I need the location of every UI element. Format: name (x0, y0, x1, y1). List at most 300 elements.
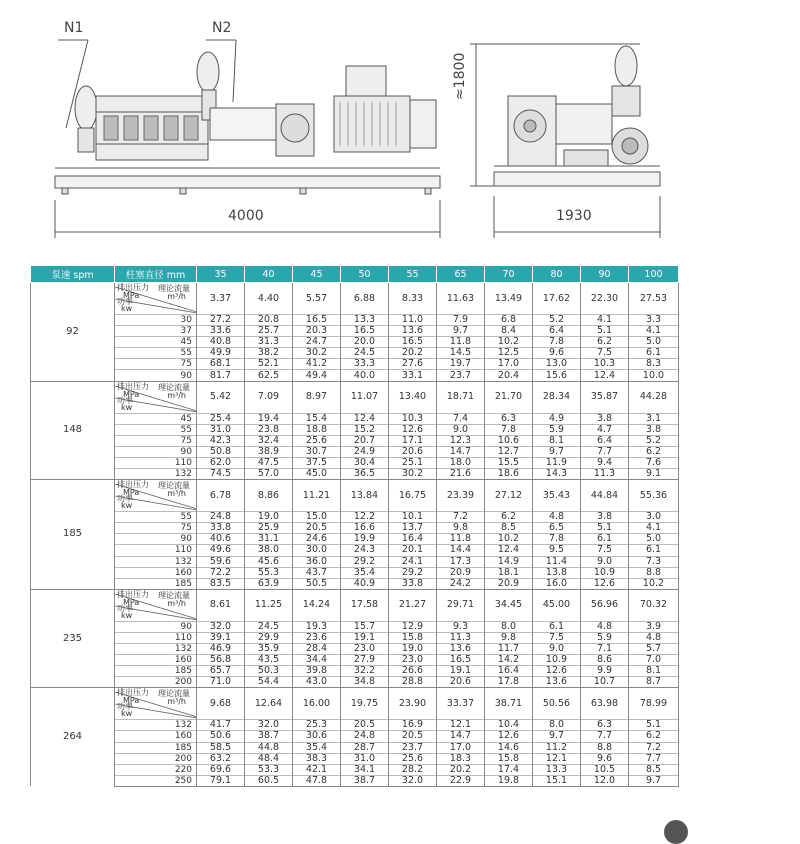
pressure-cell: 9.1 (629, 469, 679, 480)
pressure-cell: 17.0 (485, 359, 533, 370)
pressure-cell: 4.1 (629, 326, 679, 337)
pressure-cell: 12.4 (341, 413, 389, 424)
flow-cell: 6.88 (341, 283, 389, 315)
pressure-cell: 20.2 (437, 764, 485, 775)
pressure-cell: 24.5 (245, 621, 293, 632)
pressure-cell: 19.3 (293, 621, 341, 632)
pressure-cell: 23.0 (389, 655, 437, 666)
flow-cell: 3.37 (197, 283, 245, 315)
header-d-100: 100 (629, 266, 679, 283)
spm-cell: 235 (31, 589, 115, 688)
pressure-label: 排出压力 (117, 688, 149, 698)
pressure-cell: 32.0 (389, 775, 437, 786)
table-row (31, 413, 679, 424)
n2-label: N2 (212, 20, 232, 36)
axis-label-cell (115, 283, 197, 315)
table-row (31, 435, 679, 446)
pressure-cell: 7.7 (581, 446, 629, 457)
n2-leader-arrow (233, 40, 236, 102)
flow-cell: 27.12 (485, 480, 533, 512)
power-cell: 200 (115, 753, 197, 764)
pressure-cell: 58.5 (197, 742, 245, 753)
power-cell: 45 (115, 337, 197, 348)
pressure-cell: 62.0 (197, 457, 245, 468)
pressure-cell: 38.3 (293, 753, 341, 764)
pressure-unit: MPa (123, 597, 140, 607)
flow-label: 理论流量 (158, 590, 190, 600)
pressure-cell: 8.6 (581, 655, 629, 666)
pressure-cell: 13.3 (533, 764, 581, 775)
pressure-cell: 31.3 (245, 337, 293, 348)
power-cell: 200 (115, 677, 197, 688)
base-skid (55, 176, 440, 188)
pressure-cell: 6.1 (629, 348, 679, 359)
pressure-cell: 28.7 (341, 742, 389, 753)
pressure-cell: 49.6 (197, 545, 245, 556)
flow-cell: 45.00 (533, 589, 581, 621)
pressure-cell: 7.5 (581, 348, 629, 359)
power-cell: 110 (115, 545, 197, 556)
pressure-cell: 5.0 (629, 534, 679, 545)
power-unit: kw (121, 610, 133, 620)
pressure-cell: 40.0 (341, 370, 389, 381)
pressure-cell: 20.8 (245, 315, 293, 326)
header-d-55: 55 (389, 266, 437, 283)
pressure-cell: 13.3 (341, 315, 389, 326)
flow-cell: 33.37 (437, 688, 485, 720)
pressure-cell: 7.6 (629, 457, 679, 468)
pressure-cell: 13.6 (389, 326, 437, 337)
power-cell: 30 (115, 315, 197, 326)
flow-cell: 8.97 (293, 381, 341, 413)
pressure-cell: 6.2 (485, 512, 533, 523)
pressure-cell: 33.1 (389, 370, 437, 381)
flow-cell: 7.09 (245, 381, 293, 413)
pressure-cell: 7.8 (533, 337, 581, 348)
pressure-cell: 22.9 (437, 775, 485, 786)
power-cell: 55 (115, 512, 197, 523)
pressure-cell: 15.6 (533, 370, 581, 381)
pressure-cell: 79.1 (197, 775, 245, 786)
pressure-cell: 24.9 (341, 446, 389, 457)
pressure-cell: 53.3 (245, 764, 293, 775)
table-row (31, 315, 679, 326)
pressure-cell: 16.4 (389, 534, 437, 545)
flow-cell: 8.86 (245, 480, 293, 512)
pressure-cell: 19.0 (389, 643, 437, 654)
flow-cell: 8.61 (197, 589, 245, 621)
pump-spec-table (30, 265, 679, 787)
pressure-cell: 35.4 (293, 742, 341, 753)
pressure-cell: 14.6 (485, 742, 533, 753)
pressure-cell: 18.3 (437, 753, 485, 764)
pressure-cell: 24.1 (389, 556, 437, 567)
flow-cell: 11.63 (437, 283, 485, 315)
power-label: 功率 (117, 297, 133, 306)
pressure-cell: 41.2 (293, 359, 341, 370)
pressure-cell: 63.2 (197, 753, 245, 764)
table-row (31, 348, 679, 359)
pressure-cell: 44.8 (245, 742, 293, 753)
flow-cell: 8.33 (389, 283, 437, 315)
pressure-cell: 32.4 (245, 435, 293, 446)
pressure-cell: 19.1 (341, 632, 389, 643)
power-cell: 160 (115, 731, 197, 742)
pressure-cell: 32.0 (197, 621, 245, 632)
pressure-cell: 11.9 (533, 457, 581, 468)
pressure-cell: 19.4 (245, 413, 293, 424)
table-row (31, 337, 679, 348)
power-cell: 132 (115, 643, 197, 654)
pressure-cell: 16.5 (341, 326, 389, 337)
pressure-cell: 11.4 (533, 556, 581, 567)
pressure-cell: 26.6 (389, 666, 437, 677)
pressure-cell: 9.0 (437, 424, 485, 435)
pressure-cell: 15.7 (341, 621, 389, 632)
flow-unit: m³/h (167, 697, 186, 707)
flow-row (31, 480, 679, 512)
pressure-cell: 8.8 (581, 742, 629, 753)
pump-assembly-drawing (0, 0, 800, 250)
pressure-cell: 20.7 (341, 435, 389, 446)
flow-cell: 19.75 (341, 688, 389, 720)
pressure-cell: 23.0 (341, 643, 389, 654)
pressure-cell: 7.8 (533, 534, 581, 545)
pressure-cell: 3.8 (581, 413, 629, 424)
pressure-cell: 20.9 (485, 578, 533, 589)
pressure-cell: 32.0 (245, 720, 293, 731)
pressure-cell: 32.2 (341, 666, 389, 677)
pressure-cell: 56.8 (197, 655, 245, 666)
pressure-cell: 25.4 (197, 413, 245, 424)
power-cell: 160 (115, 567, 197, 578)
pressure-cell: 59.6 (197, 556, 245, 567)
axis-label-cell (115, 589, 197, 621)
pressure-cell: 20.5 (293, 523, 341, 534)
table-row (31, 753, 679, 764)
table-row (31, 632, 679, 643)
pressure-cell: 5.2 (629, 435, 679, 446)
flow-cell: 55.36 (629, 480, 679, 512)
dampener-end-view (615, 46, 637, 86)
table-row (31, 326, 679, 337)
table-row (31, 457, 679, 468)
corner-badge (664, 820, 688, 844)
pressure-cell: 18.6 (485, 469, 533, 480)
pressure-cell: 6.4 (581, 435, 629, 446)
pressure-cell: 17.3 (437, 556, 485, 567)
pressure-cell: 7.1 (581, 643, 629, 654)
spm-cell: 185 (31, 480, 115, 590)
pressure-cell: 7.4 (437, 413, 485, 424)
pressure-cell: 11.2 (533, 742, 581, 753)
pressure-cell: 20.5 (341, 720, 389, 731)
pressure-cell: 10.5 (581, 764, 629, 775)
pressure-cell: 38.7 (341, 775, 389, 786)
flow-cell: 5.42 (197, 381, 245, 413)
flow-cell: 35.43 (533, 480, 581, 512)
table-row (31, 655, 679, 666)
pressure-cell: 30.2 (293, 348, 341, 359)
pressure-cell: 40.8 (197, 337, 245, 348)
pressure-cell: 9.7 (533, 446, 581, 457)
pressure-unit: MPa (123, 696, 140, 706)
flow-cell: 11.21 (293, 480, 341, 512)
header-d-45: 45 (293, 266, 341, 283)
pressure-cell: 17.1 (389, 435, 437, 446)
pressure-cell: 19.8 (485, 775, 533, 786)
pressure-cell: 39.8 (293, 666, 341, 677)
pressure-cell: 12.6 (581, 578, 629, 589)
pressure-cell: 10.1 (389, 512, 437, 523)
header-spm: 泵速 spm (31, 266, 115, 283)
flow-cell: 23.39 (437, 480, 485, 512)
flow-cell: 44.28 (629, 381, 679, 413)
power-label: 功率 (117, 603, 133, 613)
power-cell: 75 (115, 359, 197, 370)
pressure-cell: 20.4 (485, 370, 533, 381)
pressure-cell: 20.0 (341, 337, 389, 348)
pressure-cell: 4.8 (629, 632, 679, 643)
pressure-cell: 25.6 (389, 753, 437, 764)
base-skid-end (494, 172, 660, 186)
pressure-cell: 3.3 (629, 315, 679, 326)
flow-cell: 6.78 (197, 480, 245, 512)
flow-cell: 34.45 (485, 589, 533, 621)
table-row (31, 578, 679, 589)
table-row (31, 534, 679, 545)
header-d-80: 80 (533, 266, 581, 283)
power-cell: 75 (115, 523, 197, 534)
pressure-cell: 4.8 (581, 621, 629, 632)
pressure-label: 排出压力 (117, 381, 149, 391)
pressure-cell: 9.7 (629, 775, 679, 786)
pressure-unit: MPa (123, 291, 140, 300)
pressure-cell: 7.9 (437, 315, 485, 326)
pressure-cell: 49.4 (293, 370, 341, 381)
pressure-cell: 11.8 (437, 337, 485, 348)
flow-cell: 78.99 (629, 688, 679, 720)
pressure-cell: 12.9 (389, 621, 437, 632)
pressure-cell: 23.8 (245, 424, 293, 435)
pressure-cell: 31.0 (197, 424, 245, 435)
pressure-cell: 10.2 (629, 578, 679, 589)
power-cell: 90 (115, 534, 197, 545)
pressure-cell: 10.2 (485, 337, 533, 348)
pressure-cell: 43.5 (245, 655, 293, 666)
flow-unit: m³/h (167, 390, 186, 400)
pressure-cell: 17.0 (437, 742, 485, 753)
pressure-cell: 74.5 (197, 469, 245, 480)
flow-cell: 9.68 (197, 688, 245, 720)
pressure-cell: 15.8 (389, 632, 437, 643)
table-row (31, 523, 679, 534)
pressure-cell: 5.9 (581, 632, 629, 643)
table-header-row (31, 266, 679, 283)
power-cell: 185 (115, 666, 197, 677)
pressure-cell: 5.7 (629, 643, 679, 654)
table-row (31, 545, 679, 556)
pressure-cell: 48.4 (245, 753, 293, 764)
flow-cell: 13.49 (485, 283, 533, 315)
pressure-cell: 9.9 (581, 666, 629, 677)
pressure-cell: 19.0 (245, 512, 293, 523)
pressure-cell: 68.1 (197, 359, 245, 370)
power-cell: 250 (115, 775, 197, 786)
power-cell: 90 (115, 370, 197, 381)
pressure-cell: 43.0 (293, 677, 341, 688)
pressure-cell: 62.5 (245, 370, 293, 381)
spm-cell: 148 (31, 381, 115, 480)
pressure-cell: 8.7 (629, 677, 679, 688)
table-row (31, 720, 679, 731)
pressure-cell: 10.2 (485, 534, 533, 545)
table-row (31, 677, 679, 688)
pressure-cell: 30.6 (293, 731, 341, 742)
pressure-label: 排出压力 (117, 480, 149, 490)
pressure-cell: 7.5 (533, 632, 581, 643)
pressure-cell: 25.7 (245, 326, 293, 337)
pressure-cell: 14.2 (485, 655, 533, 666)
power-unit: kw (121, 501, 133, 511)
pressure-cell: 30.4 (341, 457, 389, 468)
n1-label: N1 (64, 20, 84, 36)
pressure-cell: 16.5 (437, 655, 485, 666)
power-cell: 45 (115, 413, 197, 424)
pressure-cell: 9.7 (533, 731, 581, 742)
pressure-cell: 29.2 (389, 567, 437, 578)
pressure-cell: 5.1 (629, 720, 679, 731)
pressure-cell: 4.7 (581, 424, 629, 435)
flow-cell: 16.75 (389, 480, 437, 512)
power-cell: 160 (115, 655, 197, 666)
pressure-cell: 8.3 (629, 359, 679, 370)
pressure-cell: 5.2 (533, 315, 581, 326)
header-d-65: 65 (437, 266, 485, 283)
pressure-cell: 35.9 (245, 643, 293, 654)
pressure-cell: 13.6 (533, 677, 581, 688)
table-row (31, 742, 679, 753)
pressure-cell: 20.9 (437, 567, 485, 578)
table-row (31, 370, 679, 381)
pressure-cell: 15.2 (341, 424, 389, 435)
pressure-cell: 60.5 (245, 775, 293, 786)
table-row (31, 469, 679, 480)
pressure-cell: 4.1 (581, 315, 629, 326)
pressure-cell: 9.8 (485, 632, 533, 643)
header-d-70: 70 (485, 266, 533, 283)
pressure-cell: 20.3 (293, 326, 341, 337)
pressure-cell: 12.2 (341, 512, 389, 523)
flow-cell: 13.40 (389, 381, 437, 413)
flow-cell: 11.25 (245, 589, 293, 621)
pressure-cell: 69.6 (197, 764, 245, 775)
axis-diagram (115, 688, 196, 719)
pressure-cell: 9.5 (533, 545, 581, 556)
pressure-cell: 17.4 (485, 764, 533, 775)
pressure-cell: 12.4 (485, 545, 533, 556)
pressure-cell: 49.9 (197, 348, 245, 359)
pressure-cell: 7.7 (629, 753, 679, 764)
pressure-cell: 7.2 (437, 512, 485, 523)
pressure-cell: 54.4 (245, 677, 293, 688)
drawing-svg (0, 0, 800, 250)
flow-cell: 63.98 (581, 688, 629, 720)
length-label: 4000 (228, 208, 264, 224)
pressure-cell: 23.7 (389, 742, 437, 753)
table-row (31, 556, 679, 567)
pressure-cell: 19.7 (437, 359, 485, 370)
axis-label-cell (115, 480, 197, 512)
pressure-cell: 6.4 (533, 326, 581, 337)
pressure-cell: 8.8 (629, 567, 679, 578)
pressure-cell: 57.0 (245, 469, 293, 480)
pressure-cell: 10.4 (485, 720, 533, 731)
pressure-cell: 4.9 (533, 413, 581, 424)
power-cell: 37 (115, 326, 197, 337)
pressure-cell: 6.1 (533, 621, 581, 632)
pressure-cell: 52.1 (245, 359, 293, 370)
power-label: 功率 (117, 702, 133, 712)
pressure-cell: 25.9 (245, 523, 293, 534)
pressure-cell: 25.3 (293, 720, 341, 731)
pressure-cell: 24.2 (437, 578, 485, 589)
pressure-cell: 12.7 (485, 446, 533, 457)
pressure-cell: 33.8 (197, 523, 245, 534)
pressure-cell: 29.2 (341, 556, 389, 567)
pressure-cell: 6.2 (629, 446, 679, 457)
pressure-cell: 9.3 (437, 621, 485, 632)
pressure-cell: 23.6 (293, 632, 341, 643)
dampener-n2 (197, 52, 219, 92)
flow-unit: m³/h (167, 292, 186, 301)
pressure-unit: MPa (123, 488, 140, 498)
pressure-cell: 12.4 (581, 370, 629, 381)
pressure-cell: 10.3 (581, 359, 629, 370)
pressure-cell: 45.6 (245, 556, 293, 567)
pressure-cell: 18.8 (293, 424, 341, 435)
height-label: ≈1800 (452, 52, 468, 100)
pressure-cell: 3.9 (629, 621, 679, 632)
pressure-cell: 36.5 (341, 469, 389, 480)
pressure-cell: 10.9 (533, 655, 581, 666)
pressure-cell: 12.6 (485, 731, 533, 742)
flow-cell: 18.71 (437, 381, 485, 413)
flow-cell: 17.62 (533, 283, 581, 315)
header-d-90: 90 (581, 266, 629, 283)
pressure-cell: 39.1 (197, 632, 245, 643)
flow-cell: 27.53 (629, 283, 679, 315)
power-unit: kw (121, 402, 133, 412)
pressure-cell: 33.3 (341, 359, 389, 370)
pressure-cell: 6.2 (581, 337, 629, 348)
power-cell: 110 (115, 632, 197, 643)
dampener-n1 (75, 86, 97, 130)
table-row (31, 567, 679, 578)
flow-cell: 21.27 (389, 589, 437, 621)
power-cell: 55 (115, 348, 197, 359)
power-unit: kw (121, 709, 133, 719)
pressure-cell: 33.6 (197, 326, 245, 337)
flow-label: 理论流量 (158, 481, 190, 491)
pressure-cell: 16.9 (389, 720, 437, 731)
table-row (31, 643, 679, 654)
flow-cell: 44.84 (581, 480, 629, 512)
flow-unit: m³/h (167, 598, 186, 608)
pressure-cell: 27.9 (341, 655, 389, 666)
pressure-cell: 11.3 (437, 632, 485, 643)
power-cell: 90 (115, 621, 197, 632)
